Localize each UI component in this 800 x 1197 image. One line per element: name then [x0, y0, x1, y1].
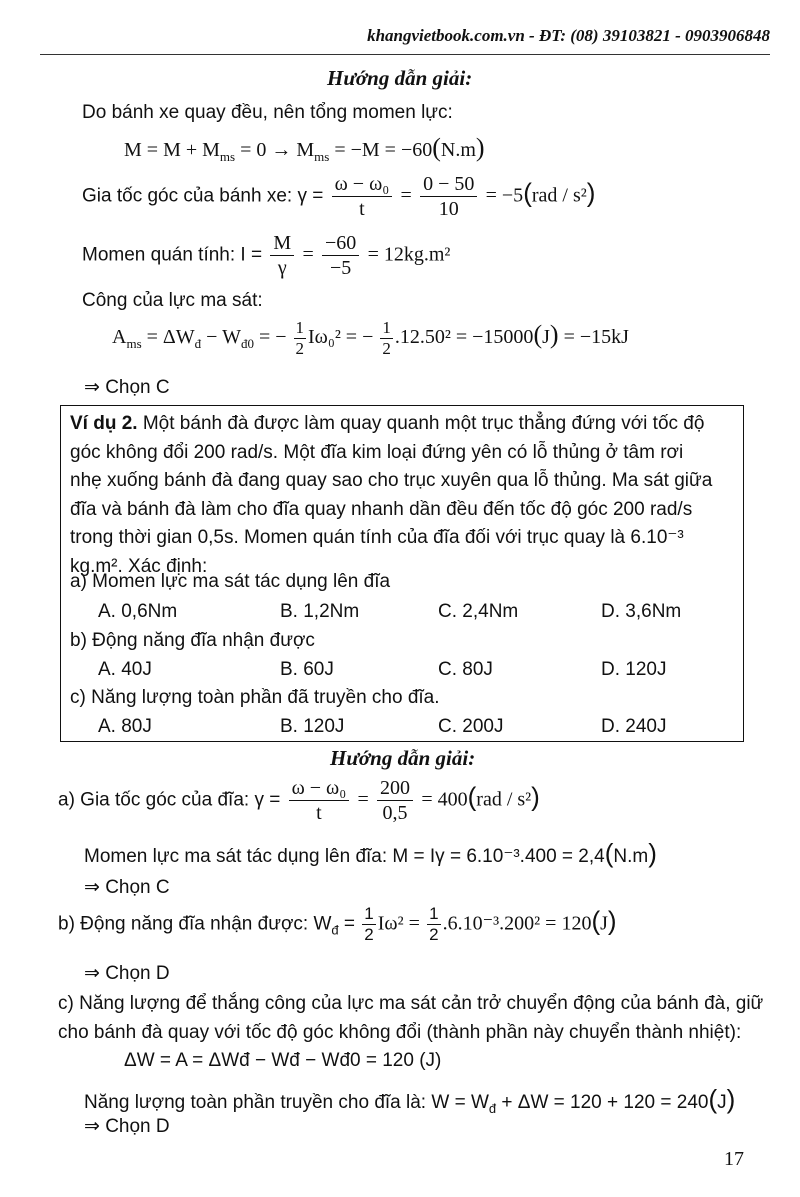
header-text: khangvietbook.com.vn - ĐT: (08) 39103821 - 0903906848	[367, 26, 770, 45]
option-a-B: B. 1,2Nm	[280, 601, 360, 622]
solution2-torque: Momen lực ma sát tác dụng lên đĩa: M = Iγ = 6.10⁻³.400 = 2,4(N.m)	[84, 838, 657, 868]
option-b-B: B. 60J	[280, 659, 334, 680]
question-b: b) Động năng đĩa nhận được	[70, 630, 315, 651]
answer-choice-c: ⇒ Chọn D	[84, 1116, 170, 1137]
option-b-D: D. 120J	[601, 659, 667, 680]
option-a-A: A. 0,6Nm	[98, 601, 178, 622]
option-c-D: D. 240J	[601, 716, 667, 737]
option-b-C: C. 80J	[438, 659, 493, 680]
question-c: c) Năng lượng toàn phần đã truyền cho đĩa.	[70, 687, 440, 708]
equation-inertia: Momen quán tính: I = $\frac{M}{\gamma}$ = $\frac{-60}{-5}$ = 12kg.m²	[82, 232, 451, 279]
equation-angular-accel: Gia tốc góc của bánh xe: γ = $\frac{\text{ω − ω₀}}{t}$ = $\frac{0 - 50}{10}$ = −5(rad / s²)	[82, 173, 596, 220]
page-header	[40, 18, 770, 55]
solution2-part-a: a) Gia tốc góc của đĩa: γ = $\frac{\text{ω − ω₀}}{t}$ = $\frac{200}{0,5}$ = 400(rad / s²)	[58, 777, 540, 824]
answer-choice-b: ⇒ Chọn D	[84, 963, 170, 984]
option-c-B: B. 120J	[280, 716, 345, 737]
equation-momen: $M = M + M_{ms} = 0 \to M_{ms} = -M = -60(N.m)$	[124, 133, 485, 164]
option-b-A: A. 40J	[98, 659, 152, 680]
example-text: Ví dụ 2. Một bánh đà được làm quay quanh một trục thẳng đứng với tốc độ góc không đổi 200 rad/s. Một đĩa kim loại đứng yên có lỗ thủng ở tâm rơi nhẹ xuống bánh đà đang quay sao cho trục xuyên qua lỗ thủng. Ma sát giữa đĩa và bánh đà làm cho đĩa quay nhanh dần đều đến tốc độ góc 200 rad/s trong thời gian 0,5s. Momen quán tính của đĩa đối với trục quay là 6.10⁻³ kg.m². Xác định:	[70, 413, 713, 577]
solution2-part-b: b) Động năng đĩa nhận được: $W_đ$ = $\frac{1}{2}$ Iω² = $\frac{1}{2}$ .6.10⁻³.200² = 120(J)	[58, 904, 617, 944]
solution1-intro: Do bánh xe quay đều, nên tổng momen lực:	[82, 102, 453, 123]
equation-energy-loss: ΔW = A = ΔWđ − Wđ − Wđ0 = 120 (J)	[124, 1050, 442, 1071]
option-c-C: C. 200J	[438, 716, 504, 737]
question-a: a) Momen lực ma sát tác dụng lên đĩa	[70, 571, 391, 592]
page-number: 17	[724, 1148, 744, 1170]
solution2-part-c-line1: c) Năng lượng để thắng công của lực ma sát cản trở chuyển động của bánh đà, giữ	[58, 993, 764, 1014]
option-c-A: A. 80J	[98, 716, 152, 737]
example-label: Ví dụ 2.	[70, 413, 138, 434]
solution2-part-c-line2: cho bánh đà quay với tốc độ góc không đổi (thành phần này chuyển thành nhiệt):	[58, 1022, 742, 1043]
solution-title-2: Hướng dẫn giải:	[330, 746, 476, 770]
option-a-C: C. 2,4Nm	[438, 601, 519, 622]
answer-choice-1: ⇒ Chọn C	[84, 377, 170, 398]
equation-friction-work: $A_{ms} = \Delta W_đ - W_{đ0}$ = − $\frac{1}{2}$ Iω₀² = − $\frac{1}{2}$ .12.50² = −15000(J) = −15kJ	[112, 318, 629, 358]
work-label: Công của lực ma sát:	[82, 290, 263, 311]
solution-title-1: Hướng dẫn giải:	[327, 66, 473, 90]
option-a-D: D. 3,6Nm	[601, 601, 682, 622]
solution2-total-energy: Năng lượng toàn phần truyền cho đĩa là: $W = W_đ + \Delta W = 120 + 120 = 240(J)$	[84, 1084, 736, 1116]
answer-choice-a: ⇒ Chọn C	[84, 877, 170, 898]
